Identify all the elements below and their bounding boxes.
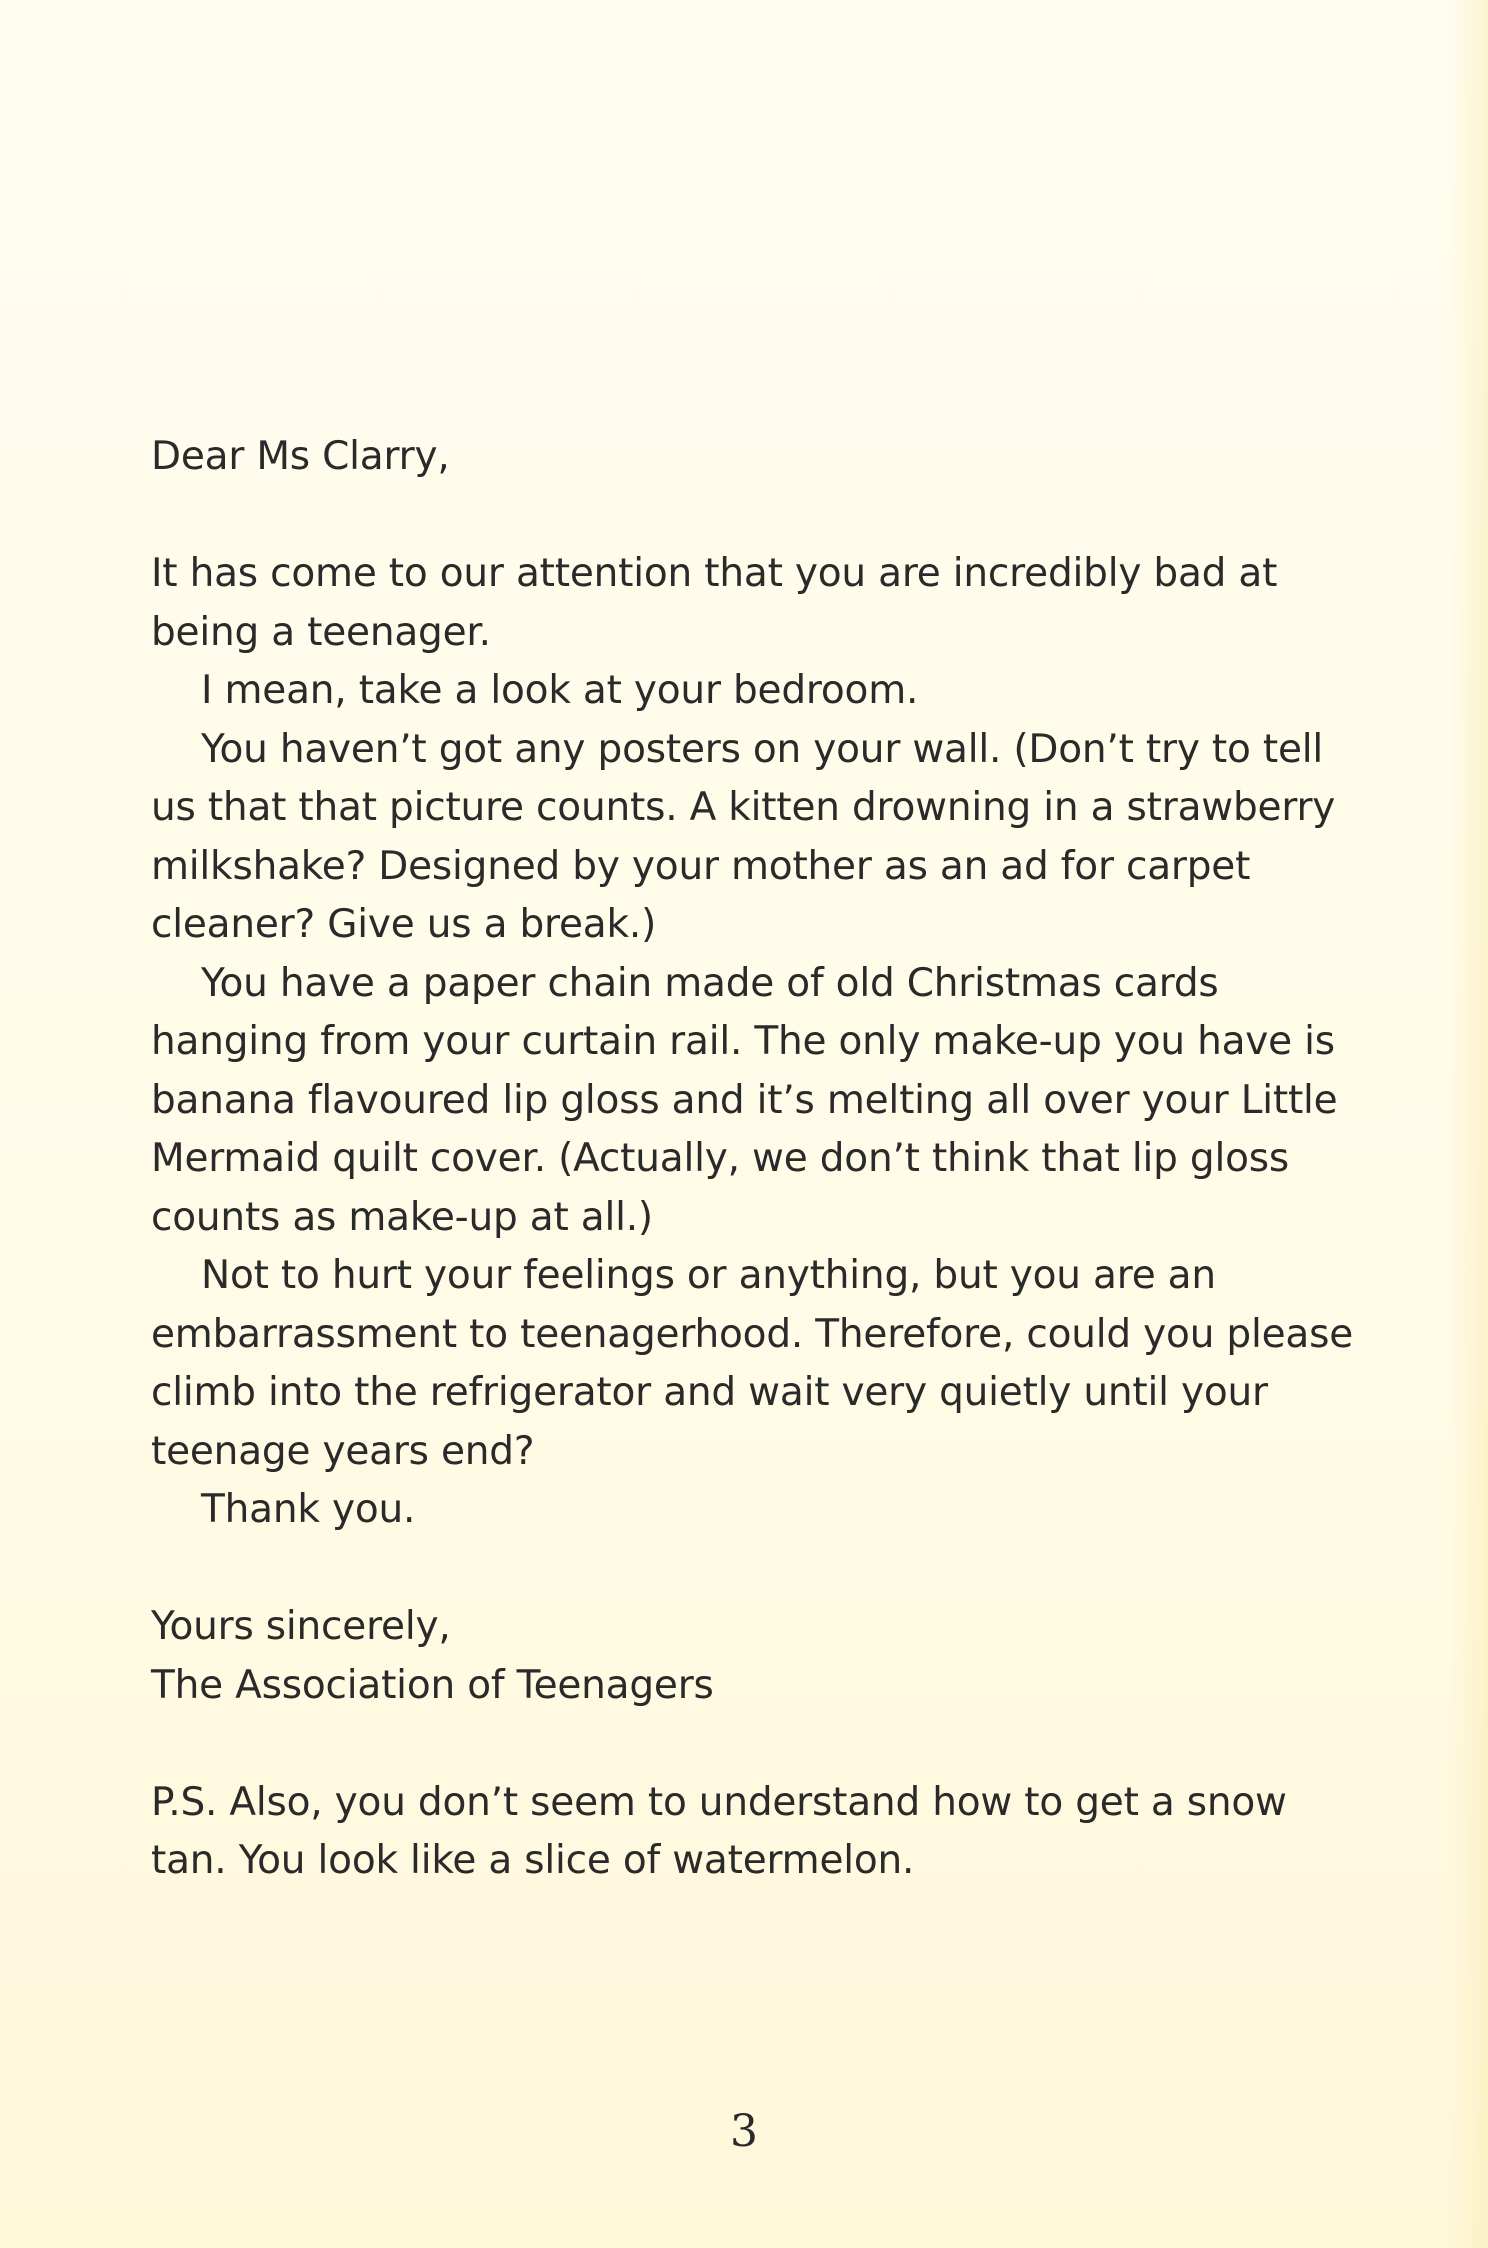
paragraph-4: You have a paper chain made of old Christmas cards hanging from your curtain rail. The only make-up you have is banana flavoured lip gloss and it’s melting all over your Little Mermaid quilt cover. (Actually, we don’t think that lip gloss counts as make-up at all.) [151, 960, 1338, 1240]
postscript: P.S. Also, you don’t seem to understand how to get a snow tan. You look like a slice of watermelon. [151, 1779, 1287, 1883]
signature: The Association of Teenagers [151, 1662, 714, 1708]
letter [151, 428, 1361, 1891]
page-edge-shading [1448, 0, 1488, 2248]
paragraph-1: It has come to our attention that you are incredibly bad at being a teenager. [151, 551, 1278, 655]
paragraph-2: I mean, take a look at your bedroom. [201, 668, 919, 713]
page-number: 3 [730, 2106, 758, 2157]
salutation: Dear Ms Clarry, [151, 434, 450, 479]
closing: Yours sincerely, [151, 1604, 451, 1649]
paragraph-6: Thank you. [201, 1487, 416, 1532]
paragraph-3: You haven’t got any posters on your wall. (Don’t try to tell us that that picture counts. A kitten drowning in a strawberry milkshake? Designed by your mother as an ad for carpet cleaner? Give us a break.) [151, 726, 1336, 947]
paragraph-5: Not to hurt your feelings or anything, but you are an embarrassment to teenagerhood. Therefore, could you please climb into the refrigerator and wait very quietly until your teenage years end? [151, 1253, 1354, 1474]
